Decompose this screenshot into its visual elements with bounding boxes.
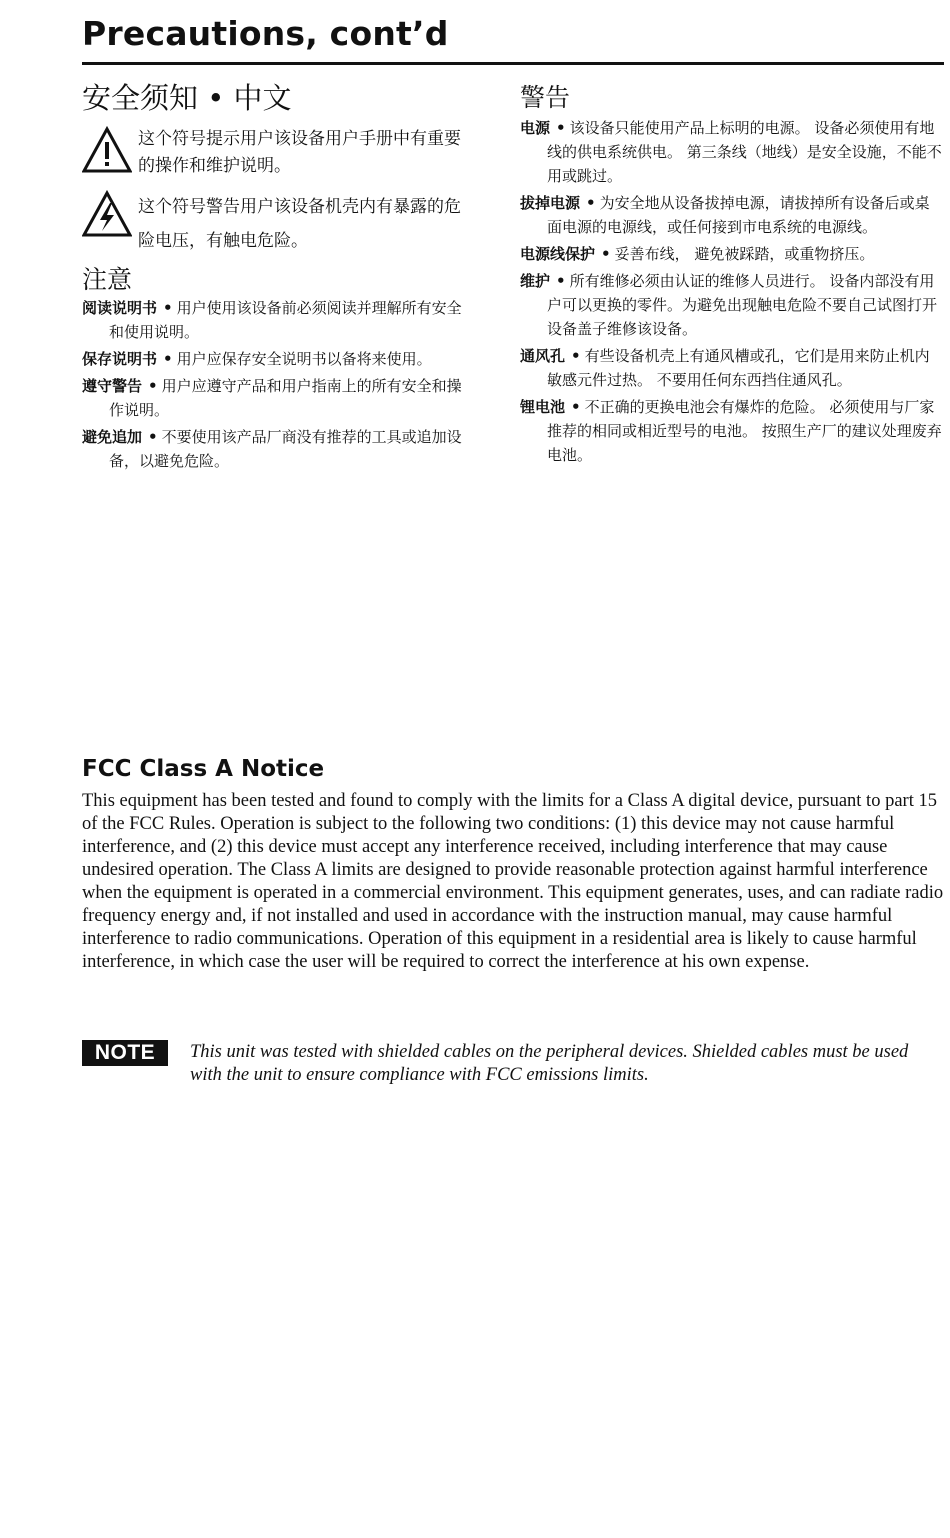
bullet: •	[163, 299, 173, 317]
item-lead: 锂电池	[520, 398, 566, 416]
bullet: •	[601, 245, 611, 263]
caution-item	[82, 374, 462, 422]
item-lead: 维护	[520, 272, 551, 290]
bullet: •	[586, 194, 596, 212]
fcc-notice-body: This equipment has been tested and found to comply with the limits for a Class A digital device, pursuant to part 15 of the FCC Rules. Operation is subject to the following two conditions: (1) this device may not cause harmful interference, and (2) this device must accept any interference received, including interference that may cause undesired operation. The Class A limits are designed to provide reasonable protection against harmful interference when the equipment is operated in a commercial environment. This equipment generates, uses, and can radiate radio frequency energy and, if not installed and used in accordance with the instruction manual, may cause harmful interference to radio communications. Operation of this equipment in a residential area is likely to cause harmful interference, in which case the user will be required to correct the interference at his own expense.	[82, 791, 944, 972]
item-lead: 通风孔	[520, 347, 566, 365]
note-text: This unit was tested with shielded cables on the peripheral devices. Shielded cables must be used with the unit to ensure compliance with FCC emissions limits.	[190, 1042, 909, 1085]
chinese-safety-heading: 安全须知 • 中文	[82, 81, 292, 115]
symbol-row-voltage	[82, 190, 462, 258]
item-lead: 避免追加	[82, 428, 143, 446]
warning-list	[520, 116, 944, 467]
item-body: 妥善布线， 避免被踩踏，或重物挤压。	[614, 245, 875, 263]
item-lead: 阅读说明书	[82, 299, 158, 317]
warning-heading: 警告	[520, 83, 571, 112]
item-lead: 电源线保护	[520, 245, 596, 263]
warning-item	[520, 116, 944, 188]
caution-item	[82, 347, 462, 371]
item-body: 用户使用该设备前必须阅读并理解所有安全和使用说明。	[109, 299, 462, 341]
exclamation-warning-icon	[82, 126, 132, 174]
item-lead: 保存说明书	[82, 350, 158, 368]
symbol-row-instructions	[82, 126, 462, 180]
bullet: •	[556, 272, 566, 290]
symbol-voltage-text: 这个符号警告用户该设备机壳内有暴露的危险电压，有触电危险。	[138, 197, 461, 251]
bullet: •	[148, 428, 158, 446]
warning-item	[520, 191, 944, 239]
warning-item	[520, 269, 944, 341]
item-body: 不要使用该产品厂商没有推荐的工具或追加设备，以避免危险。	[109, 428, 462, 470]
title-rule	[82, 62, 944, 65]
symbol-instructions-text: 这个符号提示用户该设备用户手册中有重要的操作和维护说明。	[138, 129, 461, 176]
warning-item	[520, 395, 944, 467]
lightning-warning-icon	[82, 190, 132, 238]
item-body: 所有维修必须由认证的维修人员进行。 设备内部没有用户可以更换的零件。为避免出现触电危险不要自己试图打开设备盖子维修该设备。	[547, 272, 938, 338]
bullet: •	[571, 398, 581, 416]
caution-item	[82, 425, 462, 473]
note-badge: NOTE	[82, 1040, 168, 1066]
bullet: •	[148, 377, 158, 395]
warning-item	[520, 242, 944, 266]
item-body: 该设备只能使用产品上标明的电源。 设备必须使用有地线的供电系统供电。 第三条线（地线）是安全设施，不能不用或跳过。	[547, 119, 942, 185]
caution-heading: 注意	[82, 265, 133, 294]
bullet: •	[556, 119, 566, 137]
item-body: 用户应遵守产品和用户指南上的所有安全和操作说明。	[109, 377, 462, 419]
fcc-notice-title: FCC Class A Notice	[82, 756, 325, 782]
warning-item	[520, 344, 944, 392]
item-lead: 拔掉电源	[520, 194, 581, 212]
caution-item	[82, 296, 462, 344]
item-body: 不正确的更换电池会有爆炸的危险。 必须使用与厂家推荐的相同或相近型号的电池。 按照生产厂的建议处理废弃电池。	[547, 398, 942, 464]
item-body: 用户应保存安全说明书以备将来使用。	[176, 350, 432, 368]
item-body: 为安全地从设备拔掉电源，请拔掉所有设备后或桌面电源的电源线，或任何接到市电系统的电源线。	[547, 194, 930, 236]
item-lead: 遵守警告	[82, 377, 143, 395]
chinese-safety-column	[82, 78, 462, 476]
bullet: •	[163, 350, 173, 368]
item-body: 有些设备机壳上有通风槽或孔，它们是用来防止机内敏感元件过热。 不要用任何东西挡住通风孔。	[547, 347, 930, 389]
page-title: Precautions, cont’d	[82, 14, 449, 53]
bullet: •	[571, 347, 581, 365]
caution-list	[82, 296, 462, 473]
item-lead: 电源	[520, 119, 551, 137]
warning-column	[520, 82, 944, 470]
